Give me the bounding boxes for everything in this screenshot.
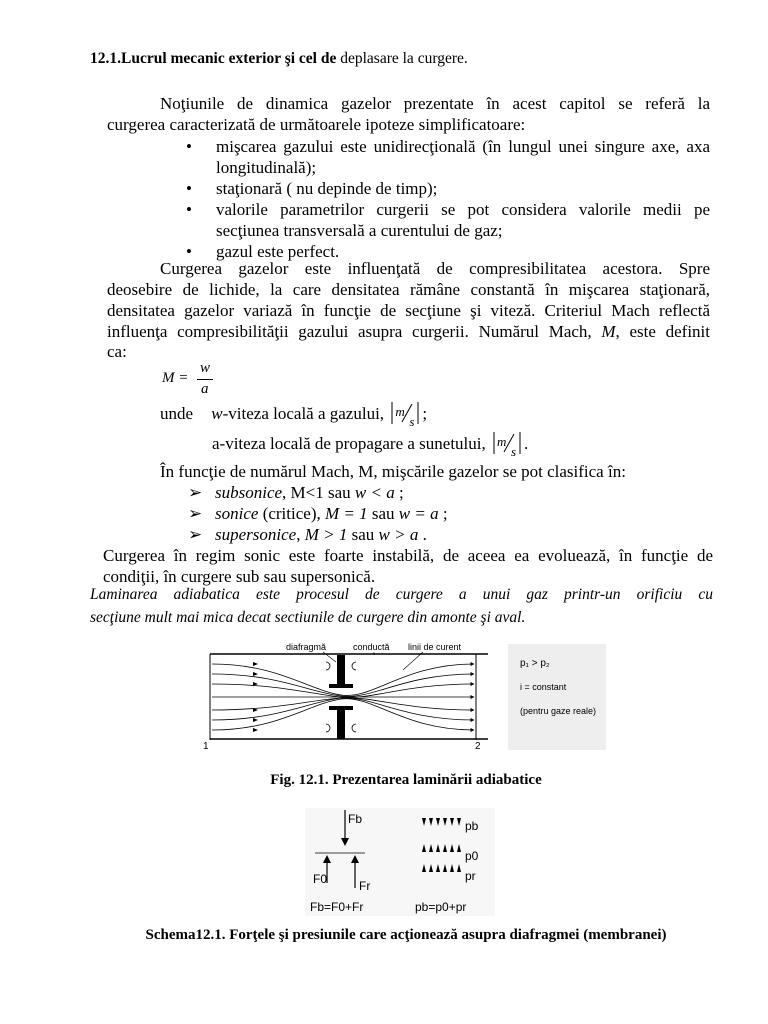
bullet-dot: • <box>186 137 192 156</box>
classify-cond2: M = 1 <box>324 504 368 523</box>
section-heading-bold: 12.1.Lucrul mecanic exterior şi cel de <box>90 50 337 67</box>
lamination-line-1: Laminarea adiabatica este procesul de curgere a unui gaz printr-un orificiu cu <box>90 586 713 603</box>
scheme-caption: Schema12.1. Forţele şi presiunile care acţionează asupra diafragmei (membranei) <box>145 927 667 943</box>
pressure-equation: pb=p0+pr <box>415 900 467 914</box>
where-line-a <box>212 433 529 459</box>
bullet-line: gazul este perfect. <box>216 242 340 261</box>
where-line-w <box>160 403 428 429</box>
bullet-line: staţionară ( nu depinde de timp); <box>216 179 438 198</box>
section-2-label: 2 <box>475 741 481 752</box>
classify-expr: w < a <box>354 483 395 502</box>
classify-mid: sau <box>371 504 399 523</box>
sonic-line-2: condiţii, în curgere sub sau supersonică. <box>103 567 376 586</box>
bullet-line: mişcarea gazului este unidirecţională (în lungul unei singure axe, axa <box>216 137 710 156</box>
diaphragm-upper-lip <box>329 684 353 688</box>
where-semicolon: ; <box>422 404 428 423</box>
classify-intro: În funcţie de numărul Mach, M, mişcările gazelor se pot clasifica în: <box>160 462 626 481</box>
unit-m-per-s <box>390 403 420 429</box>
formula-lhs: M = <box>162 370 189 386</box>
compress-line-4-tail: , este definit <box>615 322 710 341</box>
note-pressure: p₁ > p₂ <box>520 658 550 669</box>
classify-end: ; <box>438 504 448 523</box>
bullet-list <box>186 136 710 262</box>
intro-line-1: Noţiunile de dinamica gazelor prezentate în acest capitol se referă la <box>160 94 710 113</box>
classify-name: supersonice <box>215 525 297 544</box>
arrow-bullet-icon: ➢ <box>188 525 203 544</box>
note-real-gas: (pentru gaze reale) <box>520 706 597 716</box>
classify-item <box>188 524 427 545</box>
unit-numerator: m <box>497 434 507 449</box>
bullet-line: secţiunea transversală a curentului de gaz; <box>216 221 503 240</box>
classify-item <box>188 503 448 524</box>
bullet-line: valorile parametrilor curgerii se pot considera valorile medii pe <box>216 200 710 219</box>
formula-fraction-bar <box>197 379 213 380</box>
formula-denominator: a <box>201 381 209 397</box>
section-heading <box>90 50 468 68</box>
classify-cond: , <box>296 525 305 544</box>
compress-line-2: deosebire de lichide, la care densitatea rămâne constantă în mişcarea staţionară, <box>107 280 710 299</box>
bullet-item <box>186 178 710 199</box>
bullet-item <box>186 199 710 241</box>
intro-line-2: curgerea caracterizată de următoarele ipoteze simplificatoare: <box>107 115 526 134</box>
unit-numerator: m <box>395 404 405 419</box>
where-period: . <box>524 434 529 453</box>
where-w-symbol: w <box>211 404 223 423</box>
where-unde: unde <box>160 404 194 423</box>
bullet-item <box>186 136 710 178</box>
classify-end: . <box>418 525 427 544</box>
lamination-figure <box>198 640 608 755</box>
where-a-text: a-viteza locală de propagare a sunetului, <box>212 434 486 453</box>
lamination-line-2: secţiune mult mai mica decat sectiunile de curgere din amonte şi aval. <box>90 609 526 626</box>
arrow-bullet-icon: ➢ <box>188 504 203 523</box>
unit-denominator: s <box>511 444 517 459</box>
where-w-text: -viteza locală a gazului, <box>222 404 385 423</box>
note-enthalpy: i = constant <box>520 682 567 692</box>
bullet-dot: • <box>186 242 192 261</box>
compress-line-3: densitatea gazelor variază în funcţie de secţiune şi viteză. Criteriul Mach reflectă <box>107 301 710 320</box>
label-fr: Fr <box>359 879 371 893</box>
mach-formula <box>162 360 232 400</box>
classify-mid: sau <box>351 525 379 544</box>
sonic-line-1: Curgerea în regim sonic este foarte instabilă, de aceea ea evoluează, în funcţie de <box>103 546 713 565</box>
label-diaphragm: diafragmă <box>286 642 327 652</box>
classify-expr: w > a <box>378 525 419 544</box>
unit-m-per-s <box>492 433 522 459</box>
label-fb: Fb <box>348 812 363 826</box>
label-p0: p0 <box>465 849 479 863</box>
classify-name: subsonice <box>215 483 283 502</box>
bullet-dot: • <box>186 200 192 219</box>
compress-line-4-text: influenţa compresibilităţii gazului asupra curgerii. Numărul Mach, <box>107 322 592 341</box>
unit-denominator: s <box>409 414 415 429</box>
compress-line-5: ca: <box>107 342 127 361</box>
label-pb: pb <box>465 819 479 833</box>
classify-item <box>188 482 404 503</box>
bullet-line: longitudinală); <box>216 158 317 177</box>
classify-expr: w = a <box>398 504 439 523</box>
arrow-bullet-icon: ➢ <box>188 483 203 502</box>
formula-numerator: w <box>200 360 211 376</box>
label-pr: pr <box>465 869 476 883</box>
forces-scheme <box>305 808 495 916</box>
section-1-label: 1 <box>203 741 209 752</box>
mach-symbol: M <box>601 322 616 341</box>
classify-end: ; <box>394 483 404 502</box>
compress-line-4 <box>107 321 710 342</box>
diaphragm-lower <box>337 708 345 739</box>
bullet-dot: • <box>186 179 192 198</box>
label-f0: F0 <box>313 872 328 886</box>
section-heading-rest: deplasare la curgere. <box>336 50 468 67</box>
label-streamlines: linii de curent <box>408 642 462 652</box>
label-duct: conductă <box>353 642 390 652</box>
diaphragm-upper <box>337 655 345 686</box>
classify-name: sonice <box>215 504 259 523</box>
figure-caption: Fig. 12.1. Prezentarea laminării adiabatice <box>270 772 542 788</box>
compress-line-1: Curgerea gazelor este influenţată de compresibilitatea acestora. Spre <box>160 259 710 278</box>
classify-cond: , M<1 sau <box>282 483 355 502</box>
force-equation: Fb=F0+Fr <box>310 900 364 914</box>
classify-cond: (critice), <box>258 504 325 523</box>
classify-cond2: M > 1 <box>304 525 348 544</box>
diaphragm-lower-lip <box>329 706 353 710</box>
